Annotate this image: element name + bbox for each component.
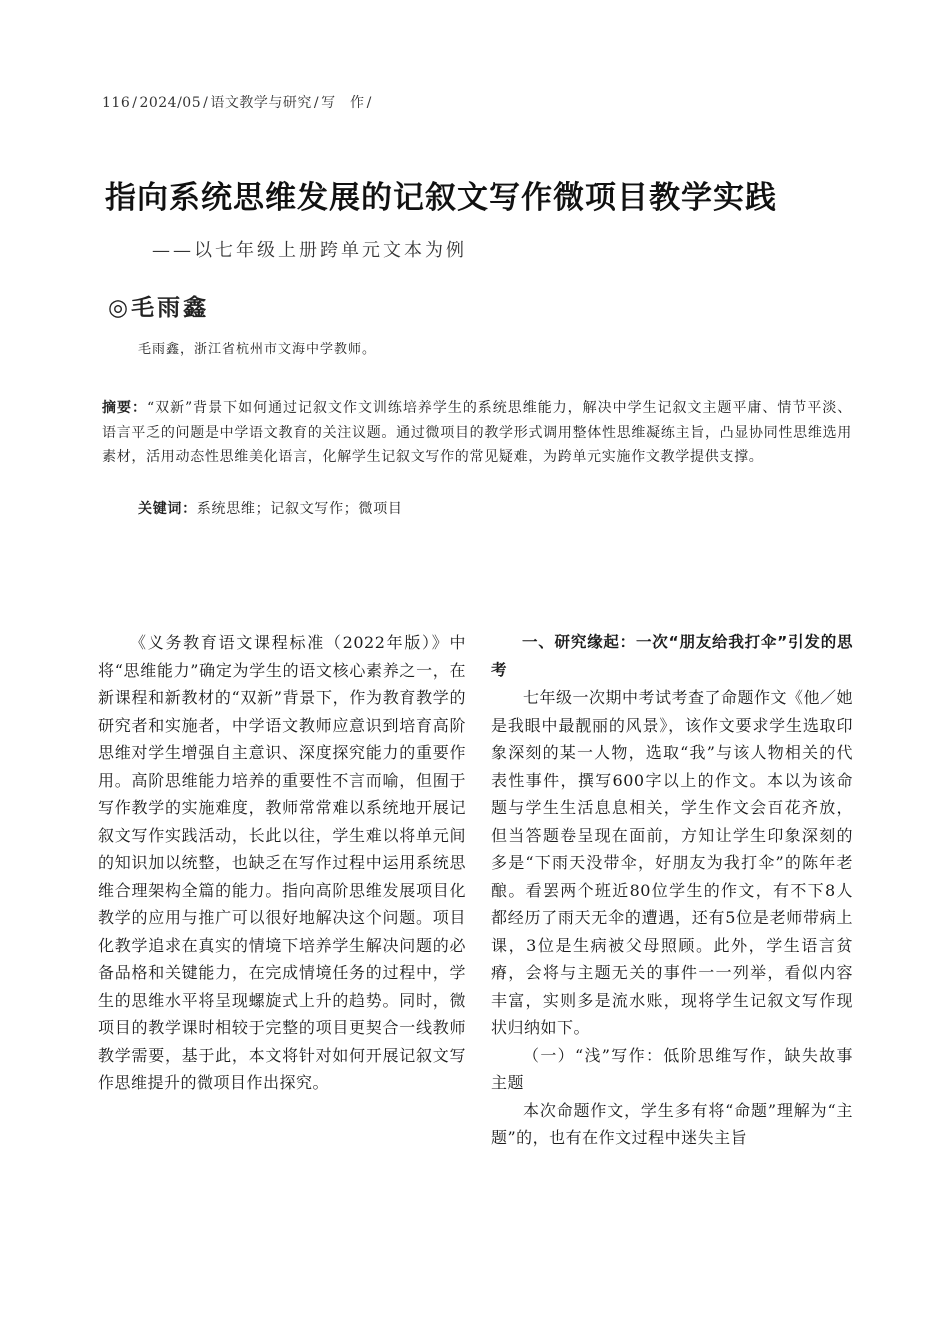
subsection-paragraph: 本次命题作文，学生多有将“命题”理解为“主题”的，也有在作文过程中迷失主旨 bbox=[491, 1100, 853, 1147]
article-subtitle: ——以七年级上册跨单元文本为例 bbox=[152, 240, 467, 261]
intro-paragraph: 《义务教育语文课程标准（2022年版）》中将“思维能力”确定为学生的语文核心素养之一，在新课程和新教材的“双新”背景下，作为教育教学的研究者和实施者，中学语文教师应意识到培育高阶思维对学生增强自主意识、深度探究能力的重要作用。高阶思维能力培养的重要性不言而喻，但囿于写作教学的实施难度，教师常常难以系统地开展记叙文写作实践活动，长此以往，学生难以将单元间的知识加以统整，也缺乏在写作过程中运用系统思维合理架构全篇的能力。指向高阶思维发展项目化教学的应用与推广可以很好地解决这个问题。项目化教学追求在真实的情境下培养学生解决问题的必备品格和关键能力，在完成情境任务的过程中，学生的思维水平将呈现螺旋式上升的趋势。同时，微项目的教学课时相较于完整的项目更契合一线教师教学需要，基于此，本文将针对如何开展记叙文写作思维提升的微项目作出探究。 bbox=[98, 633, 466, 1092]
keywords-label: 关键词： bbox=[138, 501, 197, 517]
section-paragraph: 七年级一次期中考试考查了命题作文《他／她是我眼中最靓丽的风景》，该作文要求学生选取印象深刻的某一人物，选取“我”与该人物相关的代表性事件，撰写600字以上的作文。本以为该命题与学生生活息息相关，学生作文会百花齐放，但当答题卷呈现在面前，方知让学生印象深刻的多是“下雨天没带伞，好朋友为我打伞”的陈年老酿。看罢两个班近80位学生的作文，有不下8人都经历了雨天无伞的遭遇，还有5位是老师带病上课，3位是生病被父母照顾。此外，学生语言贫瘠，会将与主题无关的事件一一列举，看似内容丰富，实则多是流水账，现将学生记叙文写作现状归纳如下。 bbox=[491, 688, 854, 1037]
section-heading: 一、研究缘起：一次“朋友给我打伞”引发的思考 bbox=[491, 633, 853, 679]
journal-name: 语文教学与研究 bbox=[210, 95, 312, 111]
abstract-text: “双新”背景下如何通过记叙文作文训练培养学生的系统思维能力，解决中学生记叙文主题平庸、情节平淡、语言平乏的问题是中学语文教育的关注议题。通过微项目的教学形式调用整体性思维凝练主旨，凸显协同性思维选用素材，活用动态性思维美化语言，化解学生记叙文写作的常见疑难，为跨单元实施作文教学提供支撑。 bbox=[102, 400, 852, 466]
subsection-heading: （一）“浅”写作：低阶思维写作，缺失故事主题 bbox=[491, 1045, 853, 1092]
keywords-text: 系统思维；记叙文写作；微项目 bbox=[196, 501, 403, 517]
page-number: 116 bbox=[102, 95, 131, 111]
section-name: 写 作 bbox=[321, 95, 365, 111]
abstract bbox=[102, 396, 852, 470]
keywords bbox=[138, 498, 403, 518]
issue-date: 2024/05 bbox=[139, 95, 202, 111]
author-name: ◎毛雨鑫 bbox=[108, 294, 210, 321]
right-column bbox=[491, 629, 853, 1152]
article-title: 指向系统思维发展的记叙文写作微项目教学实践 bbox=[105, 180, 777, 216]
left-column bbox=[98, 629, 466, 1097]
abstract-label: 摘要： bbox=[102, 400, 147, 416]
author-affiliation: 毛雨鑫，浙江省杭州市文海中学教师。 bbox=[138, 342, 377, 357]
running-header: 116 / 2024/05 / 语文教学与研究 / 写 作 / bbox=[102, 95, 372, 111]
